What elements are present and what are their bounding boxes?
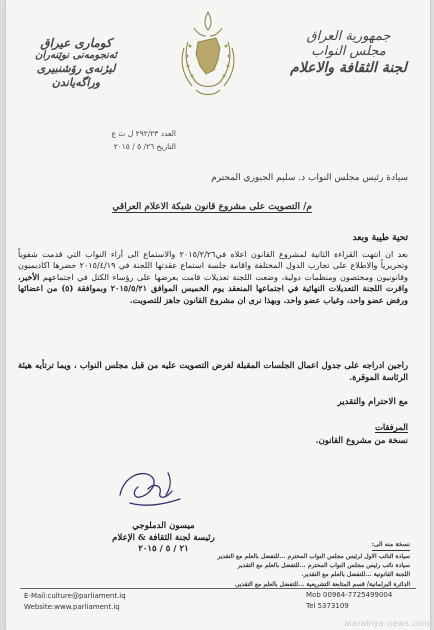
footer-website: Website:www.parliament.iq [24,602,120,611]
footer-telephone: Tel 5373109 [306,601,349,610]
cc-list [110,540,410,589]
watermark: alarabiya-news.com [344,619,430,628]
footer-email: E-Mail:culture@parliament.iq [24,592,126,600]
header-kurdish-country: كوماری عیراق [40,36,112,50]
footer-contact-left [24,591,126,613]
subject-text: م/ التصويت على مشروع قانون شبكة الاعلام العراقي [112,202,312,212]
header-committee: لجنة الثقافة والاعلام [290,59,407,76]
letter-date: التاريخ ٢٦/ ٥ / ٢٠١٥ [113,141,176,151]
iraq-map-emblem-icon [174,8,242,104]
header-kurdish-parliament: ئەنجومەنی نوێنەران [35,50,117,62]
letter-page [6,0,430,630]
request-paragraph: راجين ادراجه على جدول اعمال الجلسات المقبلة لغرض التصويت عليه من قبل مجلس النواب ، ويما ترتأيه هيئة الرئاسة الموقرة. [18,360,408,382]
closing-line: مع الاحترام والتقدير [337,397,408,407]
cc-item: سيادة النائب الاول لرئيس مجلس النواب المحترم ...للتفضل بالعلم مع التقدير [217,552,410,560]
header-kurdish [16,36,136,89]
signatory-date: ٢١ / ٥ / ٢٠١٥ [138,544,189,555]
attachments-heading: المرفقات [374,422,408,432]
cc-item: سيادة نائب رئيس مجلس النواب المحترم ...للتفضل بالعلم مع التقدير [237,561,410,569]
cc-item: الدائرة البرلمانية/ قسم المتابعة التشريعية ...للتفضل بالعلم مع التقدير. [234,580,410,588]
footer-mobile: Mob 00964-7725499004 [306,591,393,599]
signatory-title: رئيسة لجنة الثقافة & الإعلام [112,532,215,543]
reference-number: العدد ٢٩٢/٢٣ ل ث ع [111,129,176,138]
attachments-item: نسخة من مشروع القانون. [315,435,408,445]
body-text-bold: الأخير، واقرت اللجنة التعديلات النهائية في اجتماعها المنعقد يوم الخميس الموافق ٢٠١٥/٥/٢١ وبموافقة (٥) من اعضائها ورفض عضو واحد، وغياب عضو واحد، وبهذا نرى ان مشروع القانون جاهز للتصويت. [18,271,408,305]
body-text-normal: بعد ان انتهت القراءة الثانية لمشروع القانون اعلاه في٢٠١٥/٢/٢٦ والاستماع الى أراء النواب التي قدمت شفوياً وتحريرياً والاطلاع على تجارب الدول المختلفة واقامة جلسة استماع عقدتها اللجنة في ٢٠١٥/٤/١٩ حضرها اكاديميون وقانونيون ومختصون ومنظمات دولية، وضعت اللجنة تعديلات قامت بعرضها على رؤساء الكتل في اجتماعهم [18,249,408,282]
reference-block [66,128,176,154]
handwritten-signature-icon [110,455,190,525]
subject-line [22,202,312,212]
header-kurdish-committee: لیژنەی رۆشنبیری وراگەیاندن [36,62,116,89]
greeting: تحية طيبة وبعد [352,233,408,243]
header-country: جمهورية العراق [306,29,391,44]
footer-contact-right [306,590,392,612]
cc-item: اللجنة القانونية ...للتفضل بالعلم مع التقدير. [301,571,410,579]
header-arabic [281,30,416,76]
cc-heading: نسخة منه الى: [372,540,410,551]
body-paragraph [18,249,408,306]
signatory-name: ميسون الدملوجي [132,521,195,531]
addressee: سيادة رئيس مجلس النواب د. سليم الجبوري المحترم [211,173,408,183]
footer-divider [20,588,416,589]
header-parliament: مجلس النواب [311,43,386,59]
